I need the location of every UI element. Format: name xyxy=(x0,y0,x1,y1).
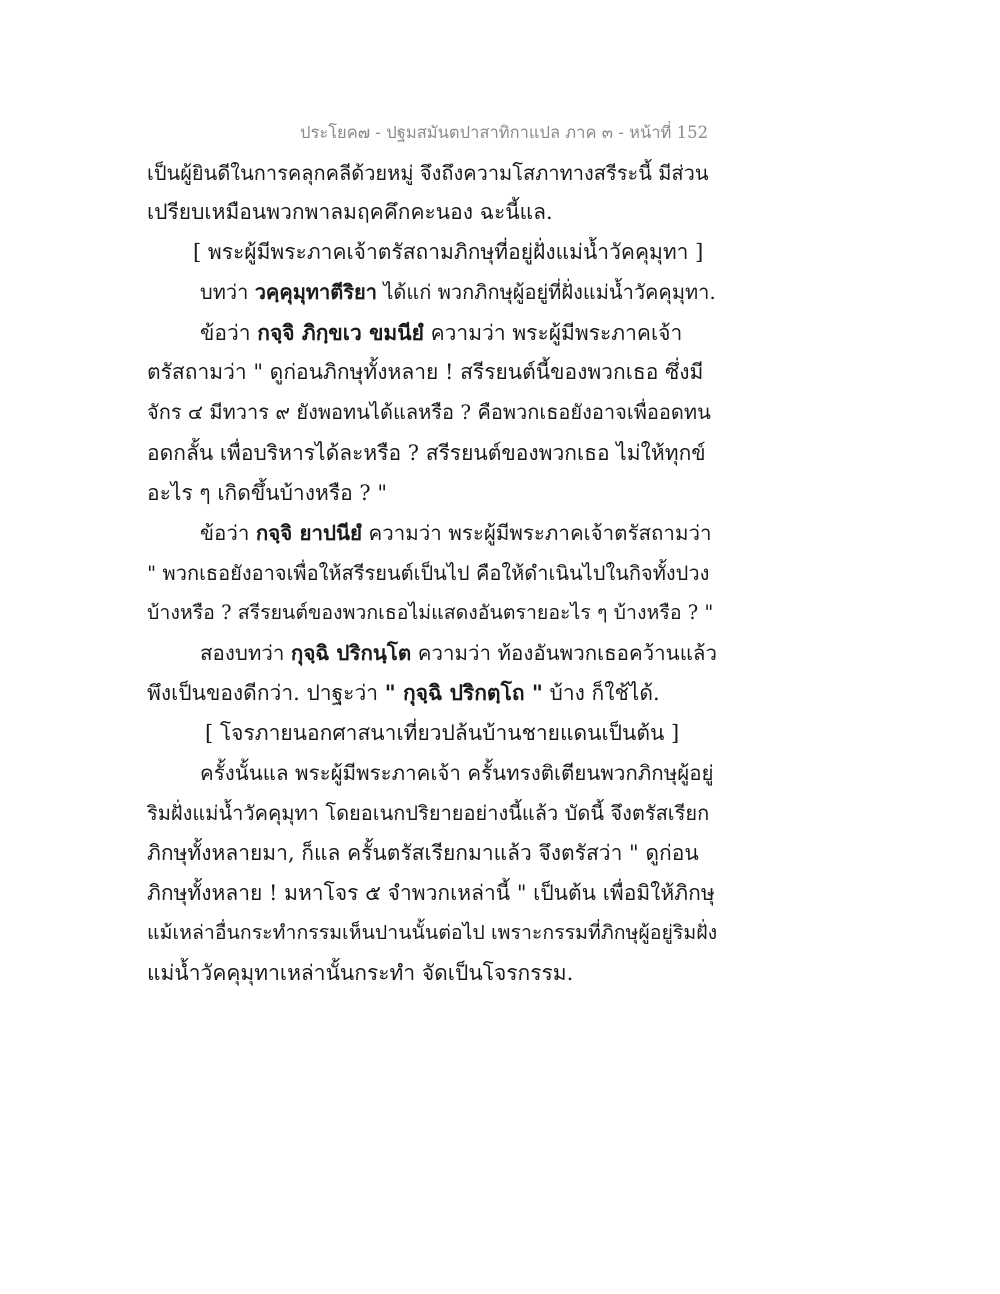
text-line: " พวกเธอยังอาจเพื่อให้สรีรยนต์เป็นไป คือให้ดำเนินไปในกิจทั้งปวง xyxy=(147,561,710,585)
section-heading: [ โจรภายนอกศาสนาเที่ยวปล้นบ้านชายแดนเป็นต้น ] xyxy=(205,721,680,745)
pali-term: กจฺจิ ยาปนียํ xyxy=(255,521,363,545)
text-line: ครั้งนั้นแล พระผู้มีพระภาคเจ้า ครั้นทรงติเตียนพวกภิกษุผู้อยู่ xyxy=(200,761,714,785)
text-line: จักร ๔ มีทวาร ๙ ยังพอทนได้แลหรือ ? คือพวกเธอยังอาจเพื่ออดทน xyxy=(147,400,711,424)
text-line: ริมฝั่งแม่น้ำวัคคุมุทา โดยอเนกปริยายอย่างนี้แล้ว บัดนี้ จึงตรัสเรียก xyxy=(147,801,710,825)
pali-term: กุจฺฉิ ปริกนฺโต xyxy=(290,641,412,665)
text-line: เปรียบเหมือนพวกพาลมฤคคึกคะนอง ฉะนี้แล. xyxy=(147,200,553,224)
pali-term: วคฺคุมุทาตีริยา xyxy=(254,280,377,304)
text-line: แม่น้ำวัคคุมุทาเหล่านั้นกระทำ จัดเป็นโจรกรรม. xyxy=(147,961,574,985)
text-line: สองบทว่า กุจฺฉิ ปริกนฺโต ความว่า ท้องอันพวกเธอคว้านแล้ว xyxy=(200,641,717,665)
text-line: ข้อว่า กจฺจิ ภิกฺขเว ขมนียํ ความว่า พระผู้มีพระภาคเจ้า xyxy=(200,320,683,345)
page-header: ประโยค๗ - ปฐมสมันตปาสาทิกาแปล ภาค ๓ - หน้าที่ 152 xyxy=(300,123,709,142)
text-line: เป็นผู้ยินดีในการคลุกคลีด้วยหมู่ จึงถึงความโสภาทางสรีระนี้ มีส่วน xyxy=(147,161,709,185)
pali-term: " กุจฺฉิ ปริกตฺโถ " xyxy=(384,680,543,705)
section-heading: [ พระผู้มีพระภาคเจ้าตรัสถามภิกษุที่อยู่ฝั่งแม่น้ำวัคคุมุทา ] xyxy=(193,240,704,264)
text-line: พึงเป็นของดีกว่า. ปาฐะว่า " กุจฺฉิ ปริกตฺโถ " บ้าง ก็ใช้ได้. xyxy=(147,680,660,705)
text-line: บทว่า วคฺคุมุทาตีริยา ได้แก่ พวกภิกษุผู้อยู่ที่ฝั่งแม่น้ำวัคคุมุทา. xyxy=(200,280,716,304)
text-line: ข้อว่า กจฺจิ ยาปนียํ ความว่า พระผู้มีพระภาคเจ้าตรัสถามว่า xyxy=(200,521,712,545)
pali-term: กจฺจิ ภิกฺขเว ขมนียํ xyxy=(257,320,424,345)
text-line: แม้เหล่าอื่นกระทำกรรมเห็นปานนั้นต่อไป เพราะกรรมที่ภิกษุผู้อยู่ริมฝั่ง xyxy=(147,921,718,944)
text-line: ภิกษุทั้งหลายมา, ก็แล ครั้นตรัสเรียกมาแล้ว จึงตรัสว่า " ดูก่อน xyxy=(147,841,699,865)
text-line: ตรัสถามว่า " ดูก่อนภิกษุทั้งหลาย ! สรีรยนต์นี้ของพวกเธอ ซึ่งมี xyxy=(147,360,704,384)
text-line: ภิกษุทั้งหลาย ! มหาโจร ๕ จำพวกเหล่านี้ " เป็นต้น เพื่อมิให้ภิกษุ xyxy=(147,881,715,905)
text-line: อดกลั้น เพื่อบริหารได้ละหรือ ? สรีรยนต์ของพวกเธอ ไม่ให้ทุกข์ xyxy=(147,441,706,465)
text-line: บ้างหรือ ? สรีรยนต์ของพวกเธอไม่แสดงอันตรายอะไร ๆ บ้างหรือ ? " xyxy=(147,601,714,624)
text-line: อะไร ๆ เกิดขึ้นบ้างหรือ ? " xyxy=(147,481,387,505)
